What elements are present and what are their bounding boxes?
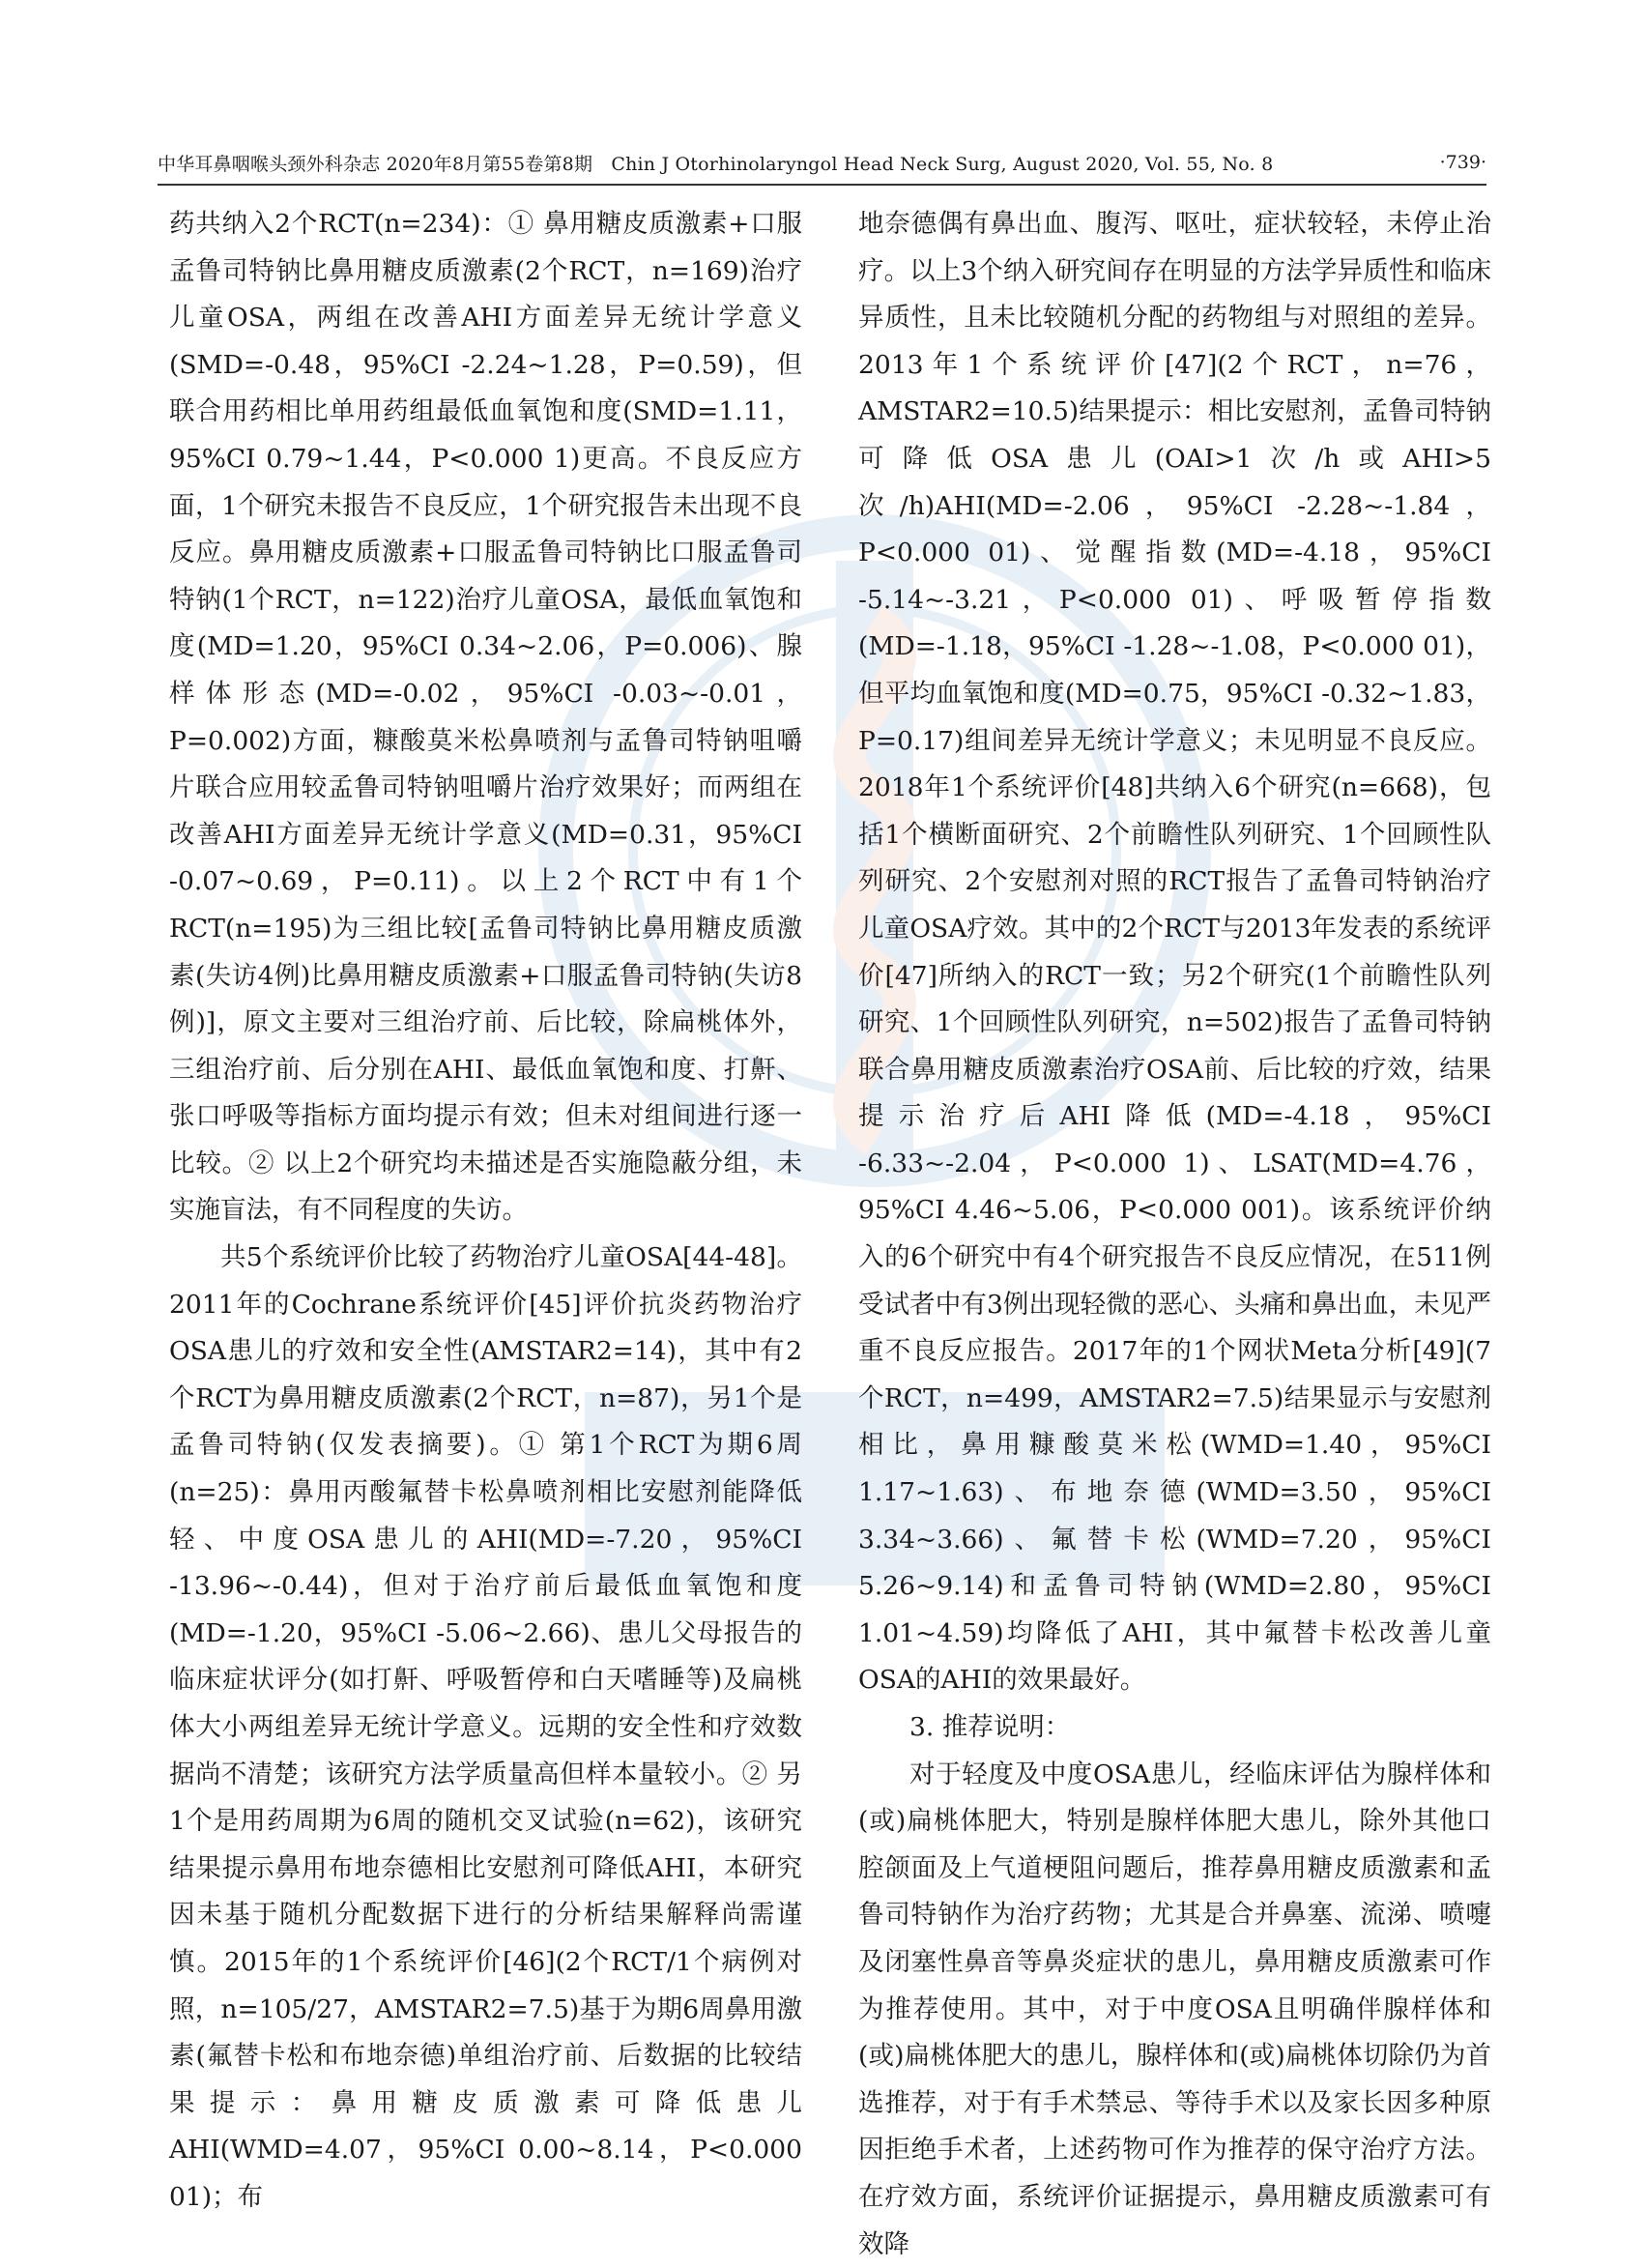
page-number: ·739· [1439, 152, 1486, 173]
paragraph: 共5个系统评价比较了药物治疗儿童OSA[44-48]。2011年的Cochrane系统评价[45]评价抗炎药物治疗OSA患儿的疗效和安全性(AMSTAR2=14)，其中有2个RCT为鼻用糖皮质激素(2个RCT，n=87)，另1个是孟鲁司特钠(仅发表摘要)。① 第1个RCT为期6周(n=25)：鼻用丙酸氟替卡松鼻喷剂相比安慰剂能降低轻、中度OSA患儿的AHI(MD=-7.20，95%CI -13.96~-0.44)，但对于治疗前后最低血氧饱和度(MD=-1.20，95%CI -5.06~2.66)、患儿父母报告的临床症状评分(如打鼾、呼吸暂停和白天嗜睡等)及扁桃体大小两组差异无统计学意义。远期的安全性和疗效数据尚不清楚；该研究方法学质量高但样本量较小。② 另1个是用药周期为6周的随机交叉试验(n=62)，该研究结果提示鼻用布地奈德相比安慰剂可降低AHI，本研究因未基于随机分配数据下进行的分析结果解释尚需谨慎。2015年的1个系统评价[46](2个RCT/1个病例对照，n=105/27，AMSTAR2=7.5)基于为期6周鼻用激素(氟替卡松和布地奈德)单组治疗前、后数据的比较结果提示：鼻用糖皮质激素可降低患儿AHI(WMD=4.07，95%CI 0.00~8.14，P<0.000 01)；布 [169, 1242, 802, 2212]
journal-citation: 中华耳鼻咽喉头颈外科杂志 2020年8月第55卷第8期 Chin J Otorhinolaryngol Head Neck Surg, August 2020, Vol. 55, No. 8 [158, 153, 1274, 175]
running-header [158, 143, 1486, 182]
section-heading: 3. 推荐说明： [909, 1712, 1071, 1742]
header-rule [158, 184, 1486, 186]
right-column [858, 201, 1491, 2268]
paragraph: 对于轻度及中度OSA患儿，经临床评估为腺样体和(或)扁桃体肥大，特别是腺样体肥大患儿，除外其他口腔颌面及上气道梗阻问题后，推荐鼻用糖皮质激素和孟鲁司特钠作为治疗药物；尤其是合并鼻塞、流涕、喷嚏及闭塞性鼻音等鼻炎症状的患儿，鼻用糖皮质激素可作为推荐使用。其中，对于中度OSA且明确伴腺样体和(或)扁桃体肥大的患儿，腺样体和(或)扁桃体切除仍为首选推荐，对于有手术禁忌、等待手术以及家长因多种原因拒绝手术者，上述药物可作为推荐的保守治疗方法。在疗效方面，系统评价证据提示，鼻用糖皮质激素可有效降 [858, 1759, 1491, 2259]
left-column [169, 201, 802, 2222]
paragraph: 地奈德偶有鼻出血、腹泻、呕吐，症状较轻，未停止治疗。以上3个纳入研究间存在明显的方法学异质性和临床异质性，且未比较随机分配的药物组与对照组的差异。2013年1个系统评价[47](2个RCT，n=76，AMSTAR2=10.5)结果提示：相比安慰剂，孟鲁司特钠可降低OSA患儿(OAI>1次/h或AHI>5次/h)AHI(MD=-2.06，95%CI -2.28~-1.84，P<0.000 01)、觉醒指数(MD=-4.18，95%CI -5.14~-3.21，P<0.000 01)、呼吸暂停指数(MD=-1.18，95%CI -1.28~-1.08，P<0.000 01)，但平均血氧饱和度(MD=0.75，95%CI -0.32~1.83，P=0.17)组间差异无统计学意义；未见明显不良反应。2018年1个系统评价[48]共纳入6个研究(n=668)，包括1个横断面研究、2个前瞻性队列研究、1个回顾性队列研究、2个安慰剂对照的RCT报告了孟鲁司特钠治疗儿童OSA疗效。其中的2个RCT与2013年发表的系统评价[47]所纳入的RCT一致；另2个研究(1个前瞻性队列研究、1个回顾性队列研究，n=502)报告了孟鲁司特钠联合鼻用糖皮质激素治疗OSA前、后比较的疗效，结果提示治疗后AHI降低(MD=-4.18，95%CI -6.33~-2.04，P<0.000 1)、LSAT(MD=4.76，95%CI 4.46~5.06，P<0.000 001)。该系统评价纳入的6个研究中有4个研究报告不良反应情况，在511例受试者中有3例出现轻微的恶心、头痛和鼻出血，未见严重不良反应报告。2017年的1个网状Meta分析[49](7个RCT，n=499，AMSTAR2=7.5)结果显示与安慰剂相比，鼻用糠酸莫米松(WMD=1.40，95%CI 1.17~1.63)、布地奈德(WMD=3.50，95%CI 3.34~3.66)、氟替卡松(WMD=7.20，95%CI 5.26~9.14)和孟鲁司特钠(WMD=2.80，95%CI 1.01~4.59)均降低了AHI，其中氟替卡松改善儿童OSA的AHI的效果最好。 [858, 209, 1491, 1696]
paragraph: 药共纳入2个RCT(n=234)：① 鼻用糖皮质激素+口服孟鲁司特钠比鼻用糖皮质激素(2个RCT，n=169)治疗儿童OSA，两组在改善AHI方面差异无统计学意义(SMD=-0.48，95%CI -2.24~1.28，P=0.59)，但联合用药相比单用药组最低血氧饱和度(SMD=1.11，95%CI 0.79~1.44，P<0.000 1)更高。不良反应方面，1个研究未报告不良反应，1个研究报告未出现不良反应。鼻用糖皮质激素+口服孟鲁司特钠比口服孟鲁司特钠(1个RCT，n=122)治疗儿童OSA，最低血氧饱和度(MD=1.20，95%CI 0.34~2.06，P=0.006)、腺样体形态(MD=-0.02，95%CI -0.03~-0.01，P=0.002)方面，糠酸莫米松鼻喷剂与孟鲁司特钠咀嚼片联合应用较孟鲁司特钠咀嚼片治疗效果好；而两组在改善AHI方面差异无统计学意义(MD=0.31，95%CI -0.07~0.69，P=0.11)。以上2个RCT中有1个RCT(n=195)为三组比较[孟鲁司特钠比鼻用糖皮质激素(失访4例)比鼻用糖皮质激素+口服孟鲁司特钠(失访8例)]，原文主要对三组治疗前、后比较，除扁桃体外，三组治疗前、后分别在AHI、最低血氧饱和度、打鼾、张口呼吸等指标方面均提示有效；但未对组间进行逐一比较。② 以上2个研究均未描述是否实施隐蔽分组，未实施盲法，有不同程度的失访。 [169, 209, 802, 1226]
